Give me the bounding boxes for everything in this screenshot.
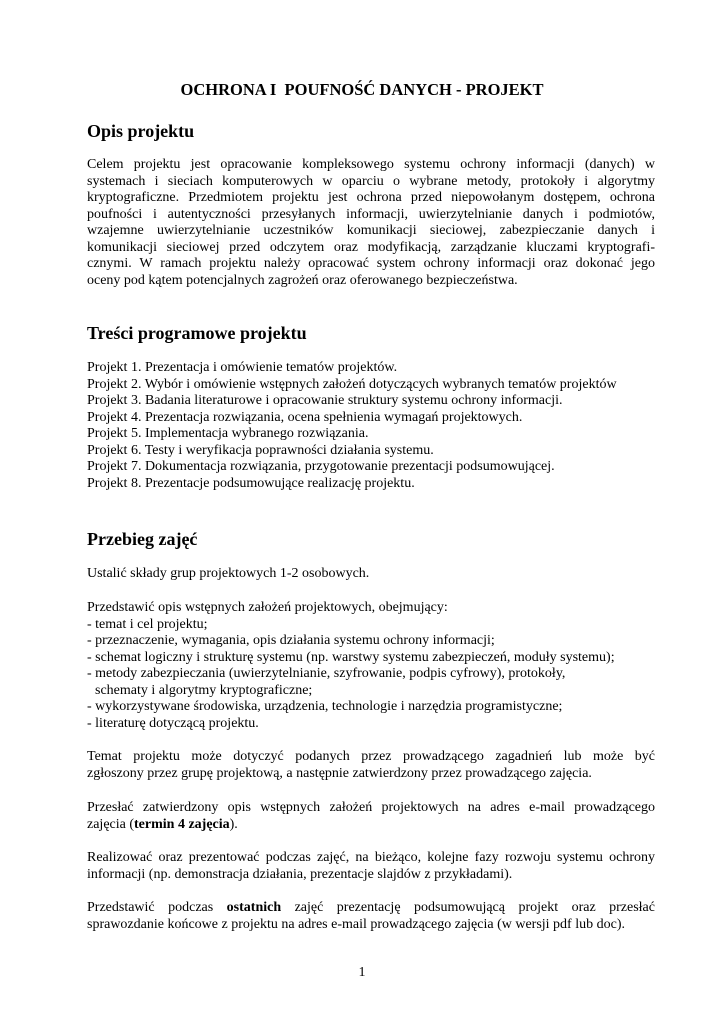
list-item: Projekt 3. Badania literaturowe i opracowanie struktury systemu ochrony informacji. — [87, 393, 563, 408]
przebieg-paragraph-6 — [87, 900, 655, 933]
paragraph-line: Temat projektu może dotyczyć podanych przez prowadzącego zagadnień lub może być — [87, 749, 655, 764]
przebieg-paragraph-3 — [87, 749, 655, 782]
page-number: 1 — [358, 965, 366, 980]
document-title: OCHRONA I POUFNOŚĆ DANYCH - PROJEKT — [180, 80, 544, 99]
paragraph-line: zgłoszony przez grupę projektową, a następnie zatwierdzony przez prowadzącego zajęcia. — [87, 765, 592, 781]
list-item: Projekt 5. Implementacja wybranego rozwiązania. — [87, 426, 369, 441]
list-item: Projekt 1. Prezentacja i omówienie tematów projektów. — [87, 360, 398, 375]
paragraph-line: informacji (np. demonstracja działania, prezentacje slajdów z przykładami). — [87, 866, 513, 882]
paragraph-line — [87, 900, 655, 917]
paragraph-line: Celem projektu jest opracowanie kompleksowego systemu ochrony informacji (danych) w — [87, 157, 655, 172]
paragraph-line: Przesłać zatwierdzony opis wstępnych założeń projektowych na adres e-mail prowadzącego — [87, 800, 655, 815]
list-item: Projekt 8. Prezentacje podsumowujące realizację projektu. — [87, 475, 415, 491]
list-item: Projekt 6. Testy i weryfikacja poprawności działania systemu. — [87, 442, 434, 458]
paragraph-line — [87, 817, 655, 834]
bullet-item: - literaturę dotyczącą projektu. — [87, 715, 259, 731]
deadline-emphasis: termin 4 zajęcia — [134, 816, 230, 832]
paragraph-line: oceny pod kątem potencjalnych zagrożeń oraz oferowanego bezpieczeństwa. — [87, 272, 518, 288]
opis-paragraph — [87, 157, 655, 289]
list-item: Projekt 7. Dokumentacja rozwiązania, przygotowanie prezentacji podsumowującej. — [87, 459, 555, 474]
last-class-emphasis: ostatnich — [226, 900, 282, 915]
przebieg-paragraph-5 — [87, 850, 655, 883]
paragraph-line: sprawozdanie końcowe z projektu na adres e-mail prowadzącego zajęcia (w wersji pdf lub doc). — [87, 916, 625, 932]
bullet-item-continuation: schematy i algorytmy kryptograficzne; — [95, 682, 313, 698]
paragraph-line: poufności i autentyczności przesyłanych informacji, uwierzytelnianie danych i podmiotów, — [87, 206, 655, 222]
bullet-item: - metody zabezpieczania (uwierzytelnianie, szyfrowanie, podpis cyfrowy), protokoły, — [87, 666, 566, 681]
paragraph-line: kryptograficzne. Przedmiotem projektu jest ochrona przed niepowołanym dostępem, ochrona — [87, 190, 655, 205]
przebieg-paragraph-2 — [87, 600, 655, 732]
przebieg-paragraph-1: Ustalić składy grup projektowych 1-2 osobowych. — [87, 566, 370, 581]
project-list — [87, 360, 617, 492]
przebieg-paragraph-4 — [87, 800, 655, 833]
paragraph-line: wzajemne uwierzytelnianie uczestników komunikacji sieciowej, zabezpieczanie danych i — [87, 223, 655, 238]
paragraph-line: Przedstawić opis wstępnych założeń projektowych, obejmujący: — [87, 600, 448, 615]
section-heading-tresci: Treści programowe projektu — [87, 323, 307, 343]
paragraph-line: systemach i sieciach komputerowych w oparciu o wybrane metody, protokoły i algorytmy — [87, 173, 655, 189]
section-heading-przebieg: Przebieg zajęć — [87, 529, 198, 549]
paragraph-line: Realizować oraz prezentować podczas zajęć, na bieżąco, kolejne fazy rozwoju systemu ochrony — [87, 850, 655, 865]
text-run: ). — [229, 816, 238, 832]
list-item: Projekt 2. Wybór i omówienie wstępnych założeń dotyczących wybranych tematów projektów — [87, 376, 617, 392]
bullet-item: - przeznaczenie, wymagania, opis działania systemu ochrony informacji; — [87, 633, 495, 648]
text-run: zajęć prezentację podsumowującą projekt oraz przesłać — [281, 900, 655, 915]
text-run: zajęcia ( — [87, 816, 135, 832]
paragraph-line: cznymi. W ramach projektu należy opracować system ochrony informacji oraz dokonać jego — [87, 256, 655, 271]
text-run: Przedstawić podczas — [87, 900, 227, 915]
bullet-item: - temat i cel projektu; — [87, 616, 208, 632]
list-item: Projekt 4. Prezentacja rozwiązania, ocena spełnienia wymagań projektowych. — [87, 409, 523, 425]
section-heading-opis: Opis projektu — [87, 121, 195, 141]
bullet-item: - schemat logiczny i strukturę systemu (np. warstwy systemu zabezpieczeń, moduły systemu); — [87, 649, 615, 665]
paragraph-line: komunikacji sieciowej przed odczytem oraz modyfikacją, zarządzanie kluczami kryptografi- — [87, 239, 655, 255]
bullet-item: - wykorzystywane środowiska, urządzenia, technologie i narzędzia programistyczne; — [87, 699, 563, 714]
